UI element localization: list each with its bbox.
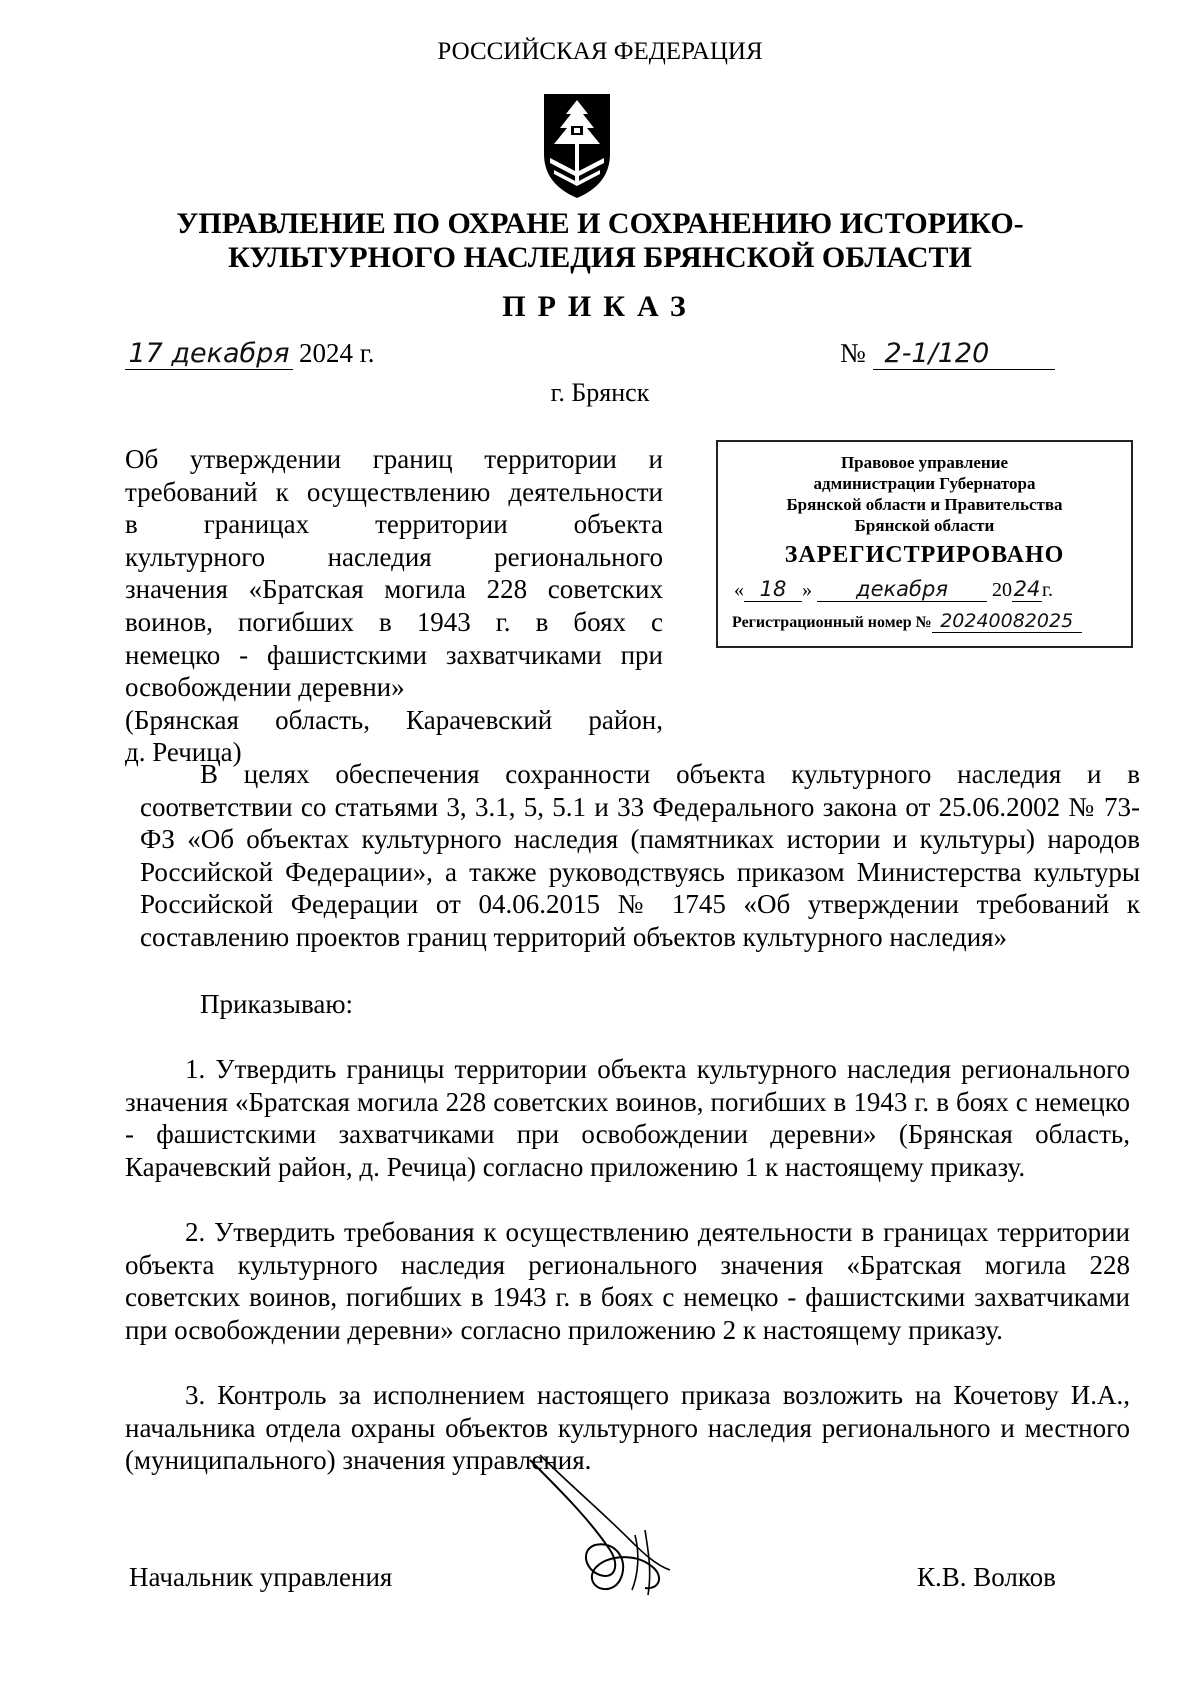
subject-line: освобождении деревни» bbox=[125, 672, 405, 703]
stamp-authority bbox=[718, 452, 1131, 536]
stamp-day: 18 bbox=[744, 577, 802, 602]
coat-of-arms-emblem bbox=[540, 92, 614, 200]
subject-line: значения «Братская могила 228 советских bbox=[125, 574, 663, 605]
handwritten-date: 17 декабря bbox=[125, 339, 293, 370]
subject-line: Об утверждении границ территории и bbox=[125, 444, 663, 474]
stamp-year-suffix: г. bbox=[1042, 579, 1053, 601]
subject-line: воинов, погибших в 1943 г. в боях с bbox=[125, 606, 663, 637]
order-number bbox=[840, 338, 1055, 370]
stamp-reg-label: Регистрационный номер № bbox=[732, 614, 932, 631]
document-type: ПРИКАЗ bbox=[502, 290, 698, 323]
subject-line: культурного наследия регионального bbox=[125, 541, 663, 572]
date-year: 2024 г. bbox=[299, 338, 375, 368]
handwritten-number: 2-1/120 bbox=[873, 339, 1055, 370]
stamp-date: « 18 » декабря 2024г. bbox=[734, 577, 1053, 601]
subject-line: (Брянская область, Карачевский район, bbox=[125, 704, 663, 735]
stamp-line: Брянской области bbox=[854, 516, 995, 535]
subject-line: требований к осуществлению деятельности bbox=[125, 476, 663, 507]
country-heading: РОССИЙСКАЯ ФЕДЕРАЦИЯ bbox=[437, 38, 763, 65]
stamp-reg-number-value: 20240082025 bbox=[932, 610, 1082, 633]
stamp-line: Брянской области и Правительства bbox=[786, 495, 1063, 514]
city: г. Брянск bbox=[550, 378, 650, 407]
stamp-line: администрации Губернатора bbox=[813, 474, 1036, 493]
registration-stamp bbox=[716, 440, 1133, 648]
order-item-1: 1. Утвердить границы территории объекта культурного наследия регионального значения «Братская могила 228 советских воинов, погибших в 1943 г. в боях с немецко - фашистскими захватчиками при освобождении деревни» (Брянская область, Карачевский район, д. Речица) согласно приложению 1 к настоящему приказу. bbox=[125, 1054, 1130, 1182]
handwritten-signature bbox=[520, 1450, 700, 1600]
subject-line: в границах территории объекта bbox=[125, 509, 663, 540]
subject-line: немецко - фашистскими захватчиками при bbox=[125, 639, 663, 670]
stamp-registered-label: ЗАРЕГИСТРИРОВАНО bbox=[784, 542, 1065, 568]
organization-line-1: УПРАВЛЕНИЕ ПО ОХРАНЕ И СОХРАНЕНИЮ ИСТОРИКО- bbox=[176, 207, 1024, 240]
order-word: Приказываю: bbox=[200, 989, 353, 1019]
stamp-line: Правовое управление bbox=[840, 453, 1009, 472]
stamp-year: 24 bbox=[1013, 577, 1041, 601]
stamp-reg-number bbox=[732, 610, 1131, 633]
order-date bbox=[125, 338, 375, 370]
signatory-position: Начальник управления bbox=[129, 1562, 393, 1592]
order-item-3: 3. Контроль за исполнением настоящего приказа возложить на Кочетову И.А., начальника отдела охраны объектов культурного наследия регионального и местного (муниципального) значения управления. bbox=[125, 1380, 1130, 1476]
order-subject bbox=[125, 443, 663, 769]
organization-name bbox=[150, 207, 1050, 275]
number-prefix: № bbox=[840, 338, 866, 368]
organization-line-2: КУЛЬТУРНОГО НАСЛЕДИЯ БРЯНСКОЙ ОБЛАСТИ bbox=[228, 241, 972, 274]
stamp-month: декабря bbox=[817, 577, 987, 602]
subject-line: д. Речица) bbox=[125, 737, 242, 768]
order-item-2: 2. Утвердить требования к осуществлению деятельности в границах территории объекта культурного наследия регионального значения «Братская могила 228 советских воинов, погибших в 1943 г. в боях с немецко - фашистскими захватчиками при освобождении деревни» согласно приложению 2 к настоящему приказу. bbox=[125, 1217, 1130, 1345]
signatory-name: К.В. Волков bbox=[917, 1562, 1056, 1592]
preamble-paragraph: В целях обеспечения сохранности объекта культурного наследия и в соответствии со статьями 3, 3.1, 5, 5.1 и 33 Федерального закона от 25.06.2002 № 73-ФЗ «Об объектах культурного наследия (памятниках истории и культуры) народов Российской Федерации», а также руководствуясь приказом Министерства культуры Российской Федерации от 04.06.2015 № 1745 «Об утверждении требований к составлению проектов границ территорий объектов культурного наследия» bbox=[140, 759, 1140, 952]
stamp-year-prefix: 20 bbox=[992, 579, 1012, 601]
